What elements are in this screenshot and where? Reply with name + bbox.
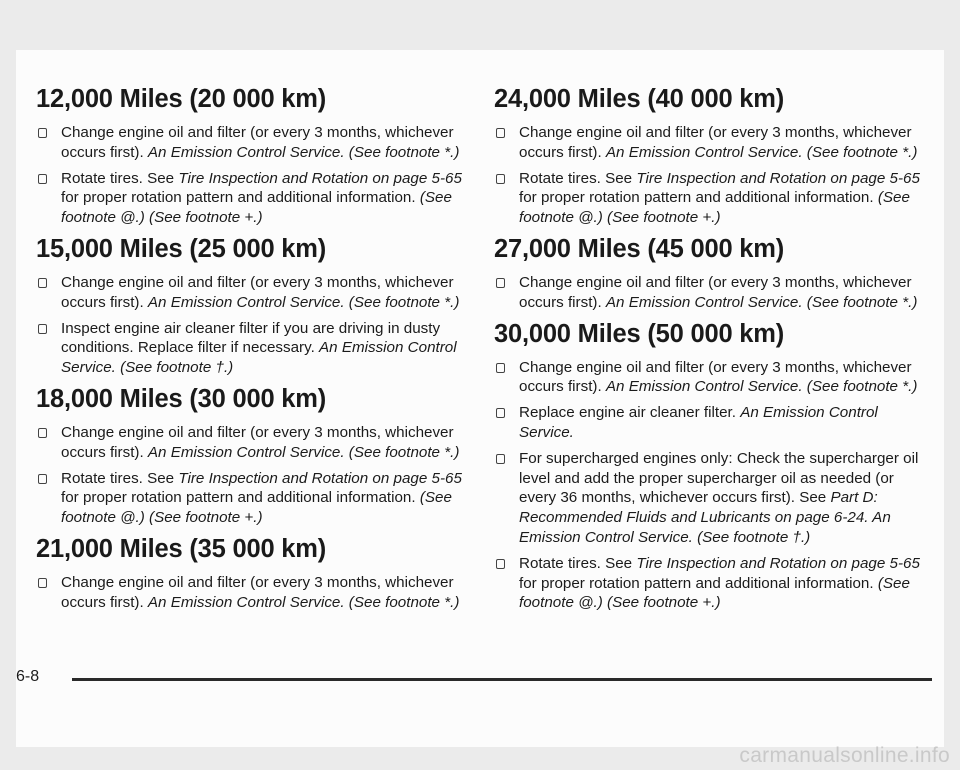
- task-text: Rotate tires. See: [61, 169, 179, 187]
- task-list: [38, 423, 463, 528]
- task-text: Inspect engine air cleaner filter if you are driving in dusty conditions. Replace filter if necessary.: [61, 319, 441, 357]
- section-heading: 30,000 Miles (50 000 km): [494, 319, 785, 348]
- task-text: For supercharged engines only: Check the supercharger oil level and add the proper supercharger oil as needed (or every 36 months, whichever occurs first). See: [519, 449, 919, 507]
- task-text-continued: for proper rotation pattern and additional information.: [61, 189, 420, 207]
- task-text: Change engine oil and filter (or every 3 months, whichever occurs first).: [61, 273, 454, 311]
- watermark-text: carmanualsonline.info: [739, 744, 950, 767]
- checkbox-outline-icon: [38, 128, 47, 138]
- page-footer: [16, 668, 916, 694]
- task-item: [496, 403, 926, 443]
- maintenance-section: [496, 319, 926, 614]
- task-reference: An Emission Control Service. (See footnote †.): [61, 339, 457, 377]
- task-reference: An Emission Control Service. (See footnote *.): [147, 593, 460, 611]
- task-text: Rotate tires. See: [519, 169, 637, 187]
- task-text: Rotate tires. See: [519, 554, 637, 572]
- checkbox-outline-icon: [496, 408, 505, 418]
- checkbox-outline-icon: [38, 174, 47, 184]
- task-reference: Tire Inspection and Rotation on page 5-65: [178, 469, 462, 487]
- task-reference: Part D: Recommended Fluids and Lubricants on page 6-24. An Emission Control Service. (See footnote †.): [519, 489, 891, 546]
- maintenance-section: [496, 84, 926, 228]
- section-heading: 24,000 Miles (40 000 km): [494, 85, 785, 113]
- task-text-continued: for proper rotation pattern and additional information.: [61, 489, 420, 507]
- task-list: [496, 123, 926, 228]
- task-list: [38, 123, 463, 228]
- task-reference: Tire Inspection and Rotation on page 5-65: [636, 554, 920, 572]
- task-text-continued: for proper rotation pattern and additional information.: [519, 189, 878, 207]
- task-item: [38, 423, 463, 463]
- task-list: [38, 273, 463, 378]
- maintenance-section: [496, 234, 926, 313]
- maintenance-section: [38, 84, 463, 228]
- task-text: Change engine oil and filter (or every 3 months, whichever occurs first).: [61, 573, 454, 611]
- task-item: [496, 123, 926, 163]
- section-heading: 21,000 Miles (35 000 km): [36, 534, 327, 563]
- task-text: Rotate tires. See: [61, 469, 179, 487]
- checkbox-outline-icon: [496, 363, 505, 373]
- task-reference: Tire Inspection and Rotation on page 5-65: [178, 169, 462, 187]
- task-item: [496, 273, 926, 313]
- left-column: [38, 84, 463, 619]
- checkbox-outline-icon: [496, 454, 505, 464]
- section-heading: 18,000 Miles (30 000 km): [36, 384, 327, 413]
- task-item: [38, 169, 463, 228]
- task-item: [496, 449, 926, 548]
- task-item: [496, 169, 926, 228]
- section-heading: 27,000 Miles (45 000 km): [494, 234, 785, 263]
- checkbox-outline-icon: [38, 578, 47, 588]
- task-text: Change engine oil and filter (or every 3 months, whichever occurs first).: [519, 273, 912, 311]
- footer-rule: [72, 678, 932, 681]
- task-reference: An Emission Control Service. (See footnote *.): [605, 143, 918, 161]
- task-item: [496, 358, 926, 398]
- task-text-continued: for proper rotation pattern and additional information.: [519, 574, 878, 592]
- task-reference: An Emission Control Service. (See footnote *.): [147, 293, 460, 311]
- task-reference: An Emission Control Service.: [519, 404, 878, 441]
- page-number: 6-8: [16, 668, 40, 685]
- task-item: [38, 573, 463, 613]
- task-footnote: (See footnote @.) (See footnote +.): [519, 189, 910, 227]
- checkbox-outline-icon: [496, 559, 505, 569]
- task-text: Change engine oil and filter (or every 3 months, whichever occurs first).: [61, 124, 454, 161]
- task-reference: An Emission Control Service. (See footnote *.): [147, 443, 460, 461]
- task-list: [496, 273, 926, 313]
- checkbox-outline-icon: [496, 174, 505, 184]
- right-column: [496, 84, 926, 619]
- maintenance-section: [38, 234, 463, 378]
- task-reference: Tire Inspection and Rotation on page 5-65: [636, 169, 920, 187]
- checkbox-outline-icon: [38, 474, 47, 484]
- task-list: [496, 358, 926, 614]
- task-item: [38, 469, 463, 528]
- checkbox-outline-icon: [496, 128, 505, 138]
- checkbox-outline-icon: [38, 278, 47, 288]
- checkbox-outline-icon: [38, 324, 47, 334]
- task-text: Change engine oil and filter (or every 3 months, whichever occurs first).: [519, 124, 912, 161]
- section-heading: 15,000 Miles (25 000 km): [36, 234, 327, 263]
- checkbox-outline-icon: [496, 278, 505, 288]
- task-item: [496, 554, 926, 613]
- checkbox-outline-icon: [38, 428, 47, 438]
- task-list: [38, 573, 463, 613]
- section-heading: 12,000 Miles (20 000 km): [36, 85, 327, 113]
- task-footnote: (See footnote @.) (See footnote +.): [61, 189, 452, 227]
- task-text: Replace engine air cleaner filter.: [519, 404, 741, 422]
- task-reference: An Emission Control Service. (See footnote *.): [147, 143, 460, 161]
- task-item: [38, 123, 463, 163]
- task-reference: An Emission Control Service. (See footnote *.): [605, 378, 918, 396]
- maintenance-section: [38, 384, 463, 528]
- task-item: [38, 273, 463, 313]
- task-text: Change engine oil and filter (or every 3 months, whichever occurs first).: [61, 423, 454, 461]
- task-footnote: (See footnote @.) (See footnote +.): [61, 489, 452, 527]
- maintenance-section: [38, 534, 463, 613]
- task-reference: An Emission Control Service. (See footnote *.): [605, 293, 918, 311]
- task-item: [38, 319, 463, 378]
- task-footnote: (See footnote @.) (See footnote +.): [519, 574, 910, 612]
- task-text: Change engine oil and filter (or every 3 months, whichever occurs first).: [519, 358, 912, 396]
